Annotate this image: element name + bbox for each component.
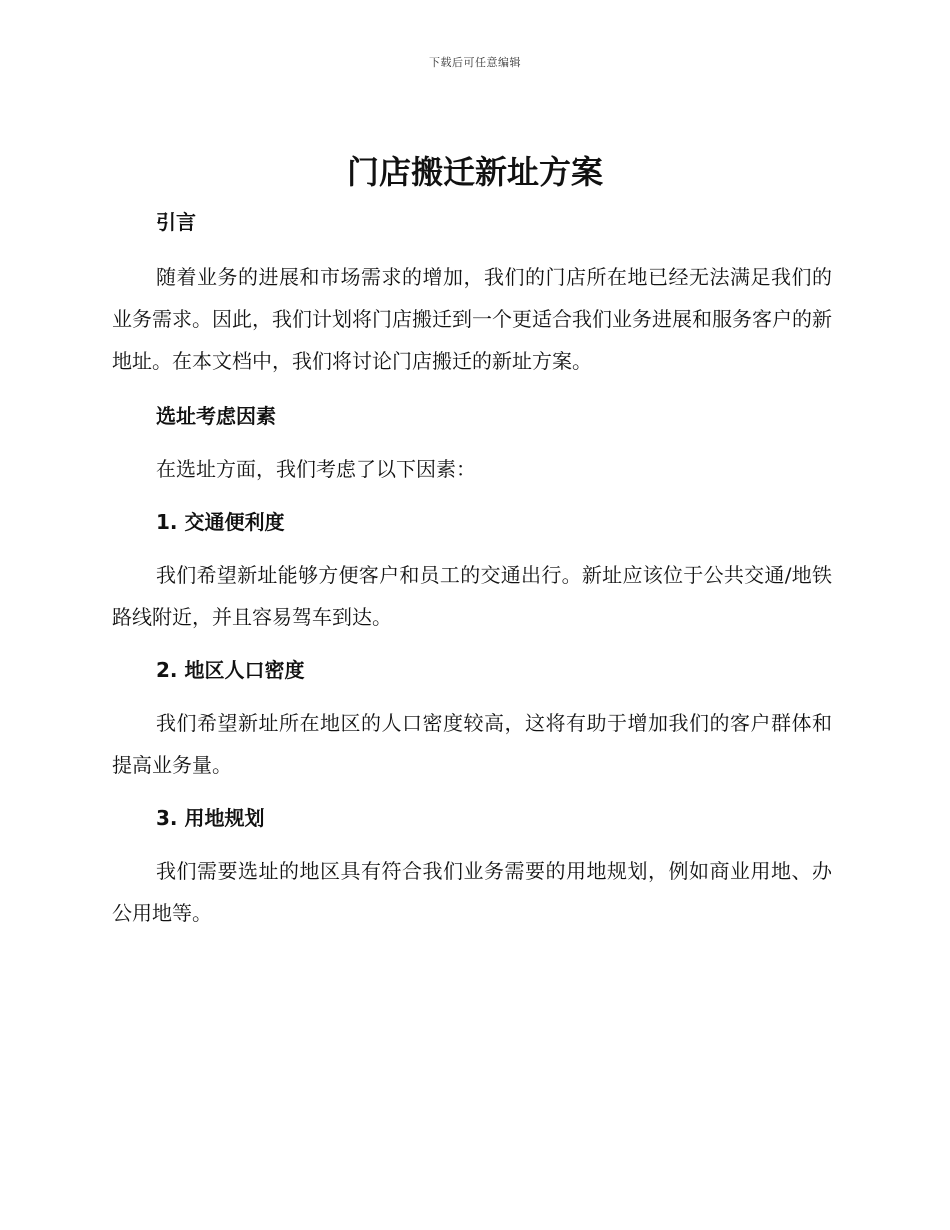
header-note: 下载后可任意编辑 xyxy=(429,56,521,69)
factor-1-paragraph: 我们希望新址能够方便客户和员工的交通出行。新址应该位于公共交通/地铁路线附近，并且容易驾车到达。 xyxy=(112,563,832,629)
factor-1-heading: 1. 交通便利度 xyxy=(156,510,285,534)
factor-2-heading: 2. 地区人口密度 xyxy=(156,658,305,682)
factor-3-paragraph: 我们需要选址的地区具有符合我们业务需要的用地规划，例如商业用地、办公用地等。 xyxy=(112,859,832,925)
document-body xyxy=(112,200,832,934)
factors-paragraph: 在选址方面，我们考虑了以下因素： xyxy=(156,457,476,481)
document-title: 门店搬迁新址方案 xyxy=(346,153,603,191)
intro-heading: 引言 xyxy=(156,210,196,234)
factor-2-paragraph: 我们希望新址所在地区的人口密度较高，这将有助于增加我们的客户群体和提高业务量。 xyxy=(112,711,832,777)
factors-heading: 选址考虑因素 xyxy=(156,404,276,428)
factor-3-heading: 3. 用地规划 xyxy=(156,806,265,830)
intro-paragraph: 随着业务的进展和市场需求的增加，我们的门店所在地已经无法满足我们的业务需求。因此，我们计划将门店搬迁到一个更适合我们业务进展和服务客户的新地址。在本文档中，我们将讨论门店搬迁的新址方案。 xyxy=(112,265,832,373)
